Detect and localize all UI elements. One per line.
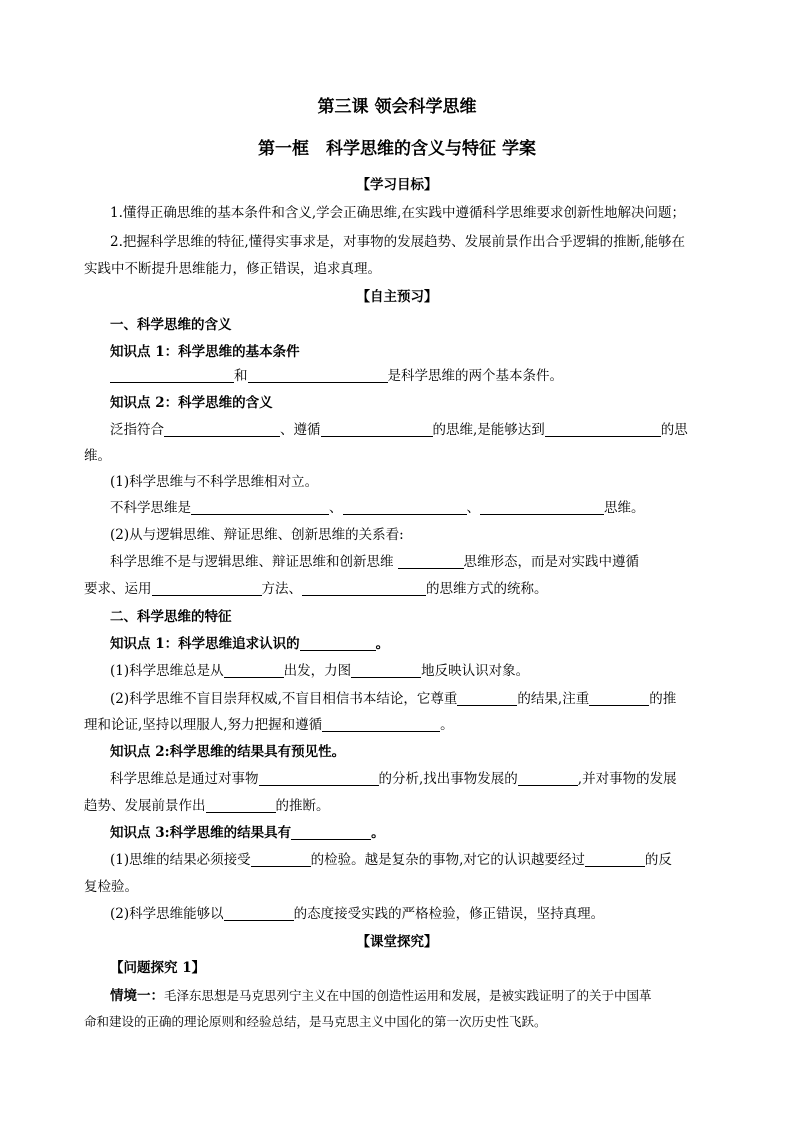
text: 的思维方式的统称。	[426, 581, 548, 597]
text: 的推断。	[275, 798, 330, 814]
blank[interactable]	[248, 368, 388, 383]
blank[interactable]	[152, 581, 262, 596]
text: 的思维,是能够达到	[432, 422, 545, 438]
part2-line4	[110, 767, 677, 787]
text: 、	[329, 500, 343, 516]
lesson-subtitle: 第一框 科学思维的含义与特征 学案	[258, 139, 536, 159]
part1-line3: (1)科学思维与不科学思维相对立。	[110, 474, 319, 490]
part2-line1	[110, 659, 529, 679]
part1-line7	[84, 577, 548, 597]
scenario-1-line1	[110, 984, 652, 1004]
blank[interactable]	[110, 368, 234, 383]
text: 科学思维总是通过对事物	[110, 771, 259, 787]
text: 。	[371, 825, 385, 841]
text: 要求、运用	[84, 581, 152, 597]
part1-line6	[110, 550, 639, 570]
text: 知识点 3:科学思维的结果具有	[110, 825, 292, 841]
text: 思维形态，而是对实践中遵循	[463, 554, 639, 570]
part2-line6	[110, 848, 672, 868]
text: (1)思维的结果必须接受	[110, 852, 251, 868]
text: 、遵循	[280, 422, 321, 438]
text: 思维。	[604, 500, 645, 516]
goal-2a: 2.把握科学思维的特征,懂得实事求是，对事物的发展趋势、发展前景作出合乎逻辑的推断,能够在	[110, 234, 685, 250]
text: 的分析,找出事物发展的	[378, 771, 518, 787]
goal-2b: 实践中不断提升思维能力，修正错误，追求真理。	[84, 261, 381, 277]
part1-line1	[110, 364, 563, 384]
lesson-title: 第三课 领会科学思维	[317, 97, 477, 117]
part2-kp2: 知识点 2:科学思维的结果具有预见性。	[110, 744, 346, 760]
scenario-1-line2: 命和建设的正确的理论原则和经验总结，是马克思主义中国化的第一次历史性飞跃。	[84, 1014, 547, 1029]
text: 。	[440, 717, 454, 733]
part2-line7: 复检验。	[84, 879, 138, 895]
section-explore: 【课堂探究】	[356, 934, 438, 950]
text: 方法、	[261, 581, 302, 597]
text: 和	[234, 368, 248, 384]
blank[interactable]	[300, 636, 376, 651]
part2-kp1	[110, 632, 389, 652]
part2-line2	[110, 687, 676, 707]
blank[interactable]	[224, 663, 284, 678]
text: 泛指符合	[110, 422, 164, 438]
text: 的推	[649, 691, 677, 707]
blank[interactable]	[351, 663, 421, 678]
blank[interactable]	[164, 422, 280, 437]
text: ,并对事物的发展	[577, 771, 677, 787]
text: 理和论证,坚持以理服人,努力把握和遵循	[84, 717, 323, 733]
part1-kp2: 知识点 2：科学思维的含义	[110, 395, 273, 411]
text: 的思	[660, 422, 688, 438]
text: 地反映认识对象。	[421, 663, 530, 679]
text: (2)科学思维能够以	[110, 906, 224, 922]
part2-kp3	[110, 821, 385, 841]
blank[interactable]	[224, 906, 294, 921]
text: 的检验。越是复杂的事物,对它的认识越要经过	[310, 852, 585, 868]
blank[interactable]	[545, 422, 661, 437]
text: 的反	[644, 852, 672, 868]
blank[interactable]	[589, 691, 649, 706]
part2-line5	[84, 794, 330, 814]
blank[interactable]	[398, 554, 464, 569]
text: 是科学思维的两个基本条件。	[387, 368, 563, 384]
text: 。	[375, 636, 390, 652]
text: 不科学思维是	[110, 500, 191, 516]
text: 毛泽东思想是马克思列宁主义在中国的创造性运用和发展，是被实践证明了的关于中国革	[164, 988, 652, 1003]
blank[interactable]	[302, 581, 426, 596]
question-heading: 【问题探究 1】	[110, 960, 206, 976]
blank[interactable]	[457, 691, 517, 706]
blank[interactable]	[191, 500, 329, 515]
text: 出发，力图	[283, 663, 352, 679]
section-goals: 【学习目标】	[356, 177, 438, 193]
part1-line2-cont: 维。	[84, 448, 111, 464]
part2-heading: 二、科学思维的特征	[110, 609, 232, 625]
part1-line4	[110, 496, 645, 516]
part2-line3	[84, 713, 454, 733]
blank[interactable]	[259, 771, 379, 786]
blank[interactable]	[321, 422, 433, 437]
part1-kp1: 知识点 1：科学思维的基本条件	[110, 344, 300, 360]
blank[interactable]	[518, 771, 578, 786]
blank[interactable]	[251, 852, 311, 867]
goal-1: 1.懂得正确思维的基本条件和含义,学会正确思维,在实践中遵循科学思维要求创新性地解决问题；	[110, 205, 685, 221]
part1-line5: (2)从与逻辑思维、辩证思维、创新思维的关系看:	[110, 527, 404, 543]
blank[interactable]	[206, 798, 276, 813]
text: 的态度接受实践的严格检验，修正错误，坚持真理。	[293, 906, 605, 922]
part1-heading: 一、科学思维的含义	[110, 317, 232, 333]
blank[interactable]	[480, 500, 604, 515]
text: 科学思维不是与逻辑思维、辩证思维和创新思维	[110, 554, 394, 570]
text: (2)科学思维不盲目崇拜权威,不盲目相信书本结论，它尊重	[110, 691, 458, 707]
blank[interactable]	[291, 825, 371, 840]
section-preview: 【自主预习】	[356, 289, 438, 305]
text: 的结果,注重	[517, 691, 590, 707]
part2-line8	[110, 902, 604, 922]
scenario-label: 情境一：	[110, 988, 164, 1004]
blank[interactable]	[322, 717, 440, 732]
text: 趋势、发展前景作出	[84, 798, 206, 814]
text: 知识点 1：科学思维追求认识的	[110, 636, 300, 652]
text: 、	[466, 500, 480, 516]
blank[interactable]	[585, 852, 645, 867]
part1-line2	[110, 418, 688, 438]
blank[interactable]	[343, 500, 467, 515]
text: (1)科学思维总是从	[110, 663, 224, 679]
